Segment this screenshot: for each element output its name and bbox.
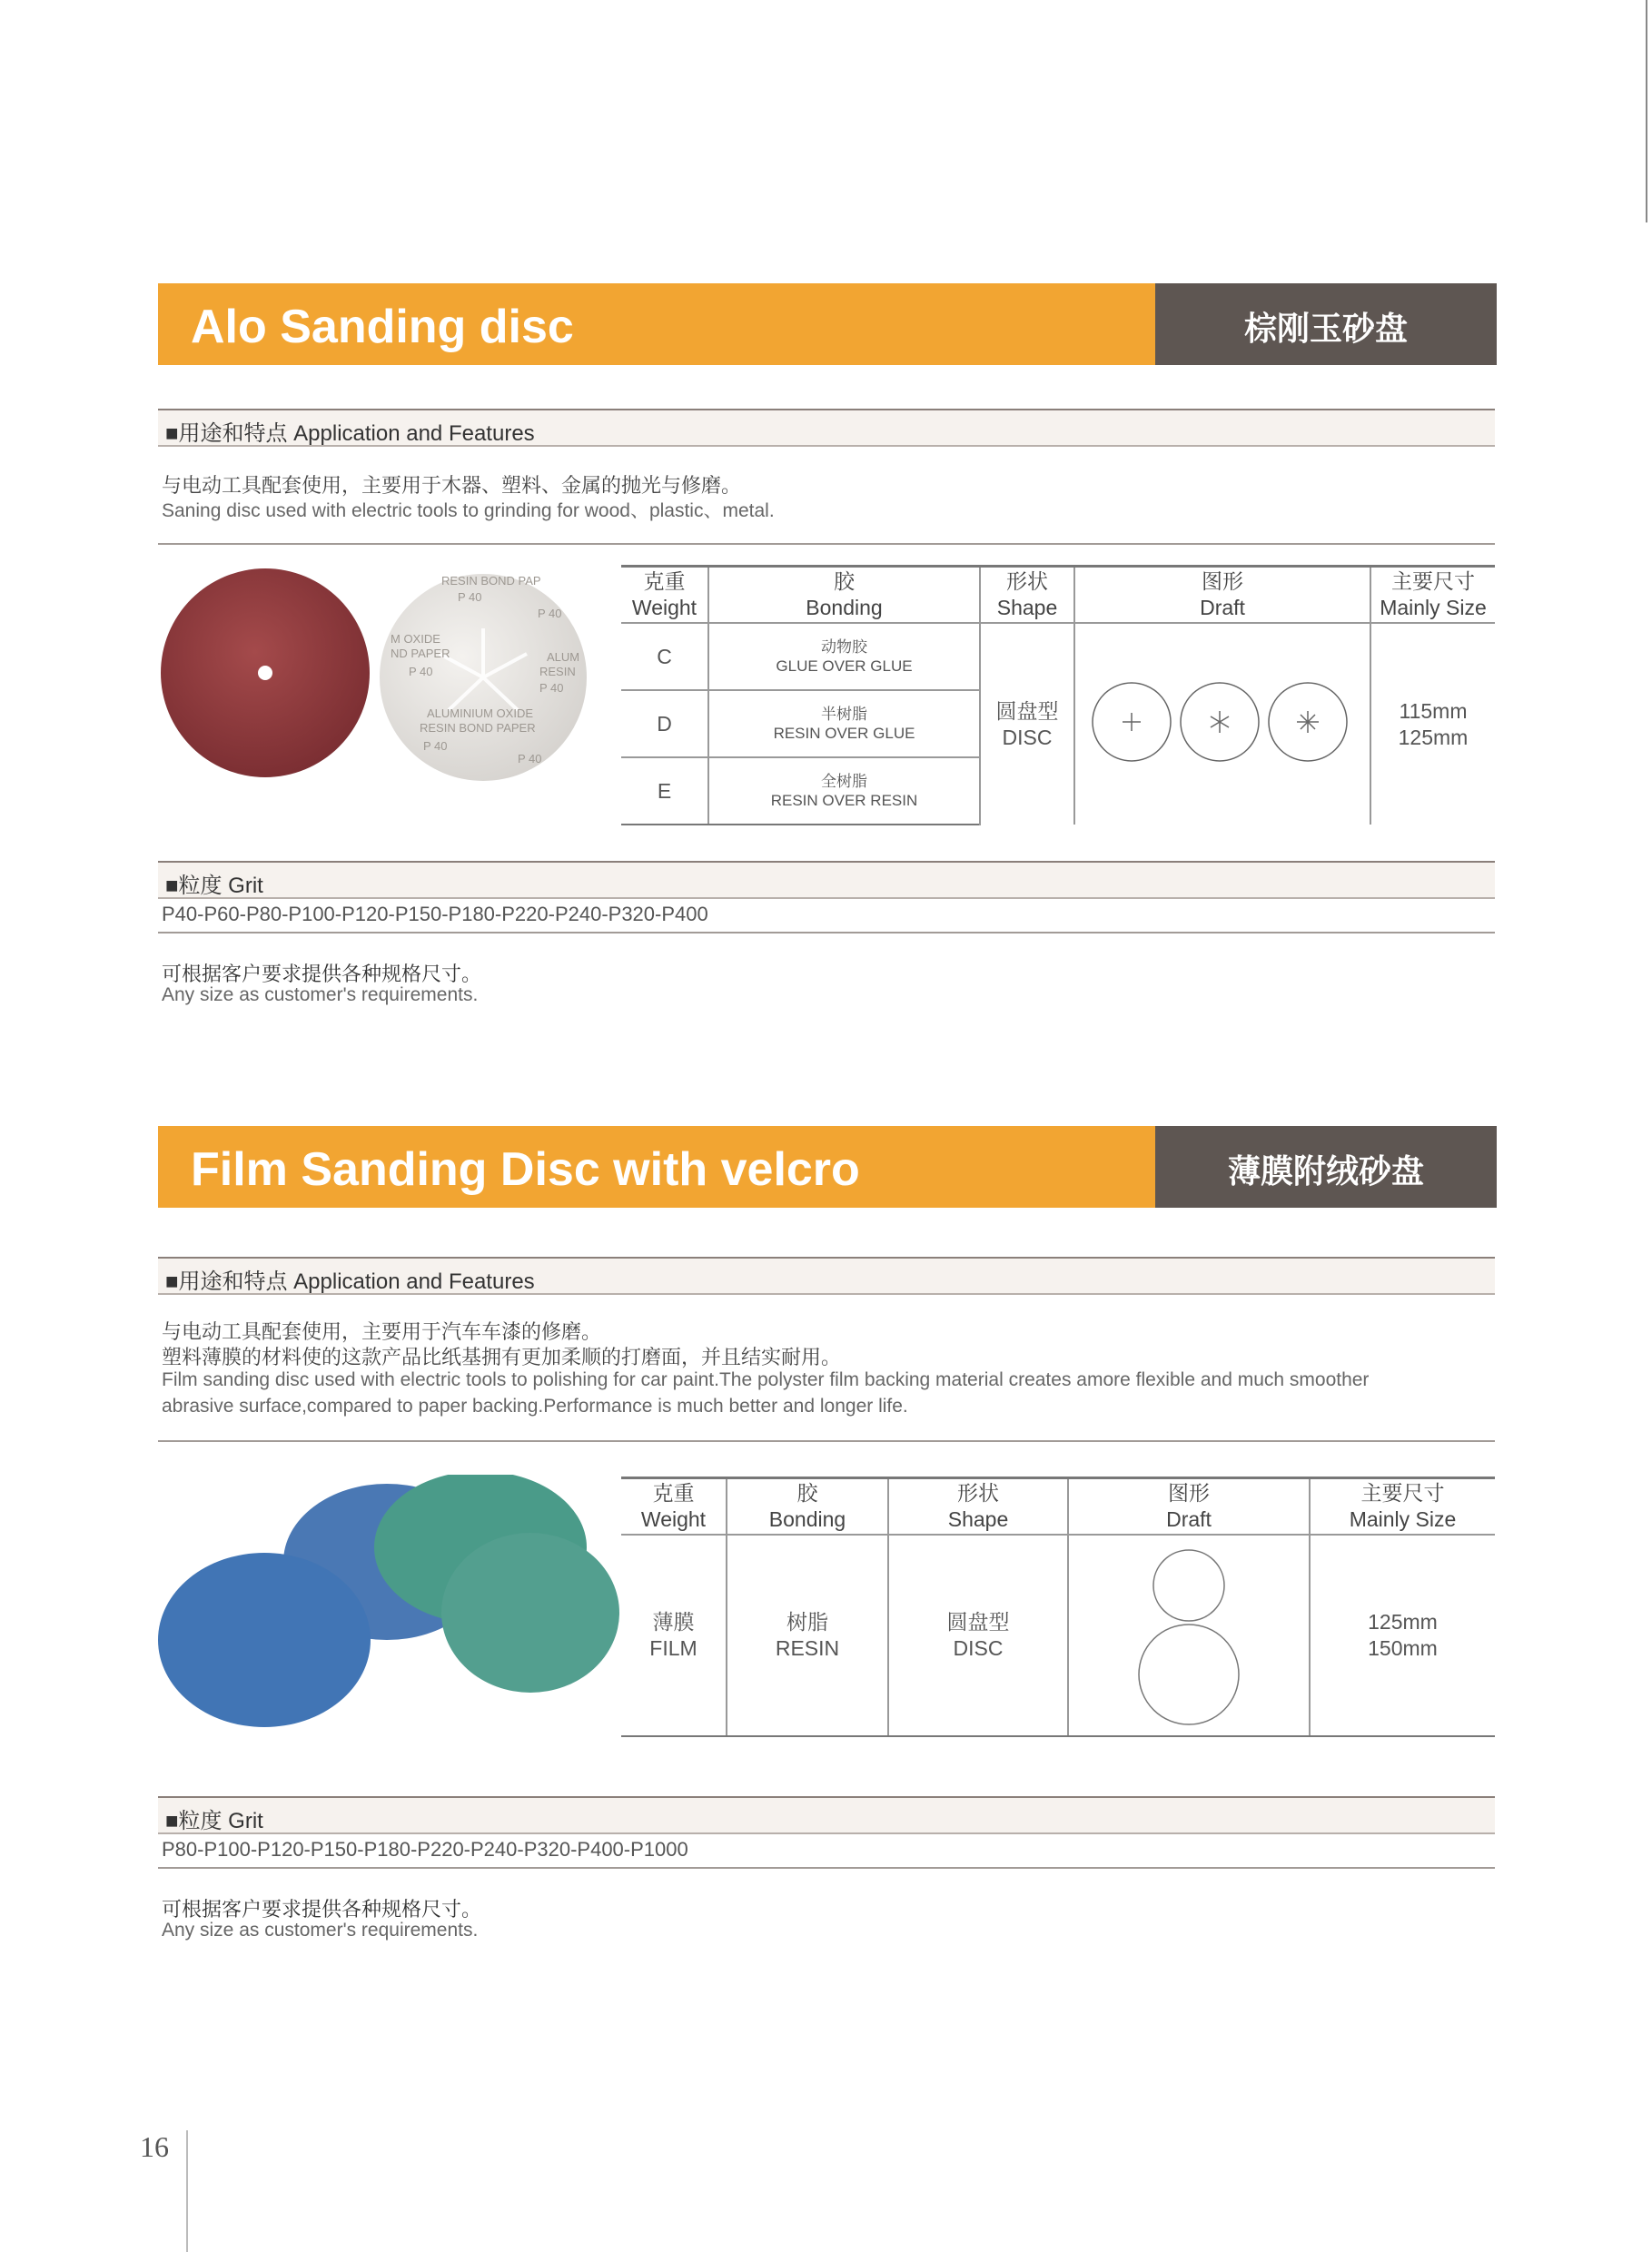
draft-cell — [1068, 1535, 1310, 1736]
description-en: Film sanding disc used with electric tools to polishing for car paint.The polyster film backing material creates amore flexible and much smoother — [162, 1369, 1370, 1390]
print-text: RESIN BOND PAPER — [420, 721, 536, 735]
note-cn: 可根据客户要求提供各种规格尺寸。 — [162, 963, 482, 985]
product-photo-alo-discs — [158, 567, 612, 814]
grit-label: ■粒度 Grit — [165, 1809, 263, 1833]
header-shape: 形状 Shape — [980, 567, 1074, 624]
print-text: RESIN BOND PAP — [441, 574, 541, 588]
header-draft: 图形 Draft — [1074, 567, 1370, 624]
section-title-cn: 薄膜附绒砂盘 — [1227, 1152, 1424, 1190]
note-cn: 可根据客户要求提供各种规格尺寸。 — [162, 1898, 482, 1921]
section-banner — [158, 283, 1497, 365]
note-en: Any size as customer's requirements. — [162, 1920, 479, 1941]
header-draft: 图形 Draft — [1068, 1478, 1310, 1536]
print-text: P 40 — [518, 752, 542, 765]
weight-cell: 薄膜 FILM — [621, 1535, 727, 1736]
header-weight: 克重 Weight — [621, 1478, 727, 1536]
footer-rule — [186, 2130, 188, 2252]
description-cn: 与电动工具配套使用，主要用于木器、塑料、金属的抛光与修磨。 — [162, 474, 742, 497]
features-label: ■用途和特点 Application and Features — [165, 1269, 535, 1294]
spec-table — [621, 1477, 1495, 1737]
print-text: P 40 — [538, 607, 562, 620]
print-text: P 40 — [409, 665, 433, 678]
page-number: 16 — [140, 2130, 169, 2163]
section-title-en: Film Sanding Disc with velcro — [191, 1143, 860, 1196]
blue-disc-front — [158, 1553, 371, 1727]
print-text: ND PAPER — [391, 647, 450, 660]
print-text: ALUM — [547, 650, 580, 664]
section-banner — [158, 1126, 1497, 1208]
print-text: ALUMINIUM OXIDE — [427, 706, 534, 720]
grit-values: P80-P100-P120-P150-P180-P220-P240-P320-P400-P1000 — [162, 1838, 688, 1861]
grit-band — [158, 861, 1495, 899]
features-label: ■用途和特点 Application and Features — [165, 421, 535, 446]
green-disc-front — [441, 1533, 619, 1693]
product-photo-film-discs — [158, 1475, 621, 1747]
print-text: RESIN — [539, 665, 576, 678]
divider — [158, 1440, 1495, 1442]
table-row — [621, 1535, 1495, 1736]
header-weight: 克重 Weight — [621, 567, 708, 624]
description-cn: 塑料薄膜的材料使的这款产品比纸基拥有更加柔顺的打磨面，并且结实耐用。 — [162, 1346, 842, 1368]
spec-table — [621, 565, 1495, 825]
bonding-cell: 动物胶 GLUE OVER GLUE — [708, 623, 980, 690]
grit-values: P40-P60-P80-P100-P120-P150-P180-P220-P240-P320-P400 — [162, 903, 708, 925]
size-cell: 115mm 125mm — [1370, 623, 1495, 825]
print-text: P 40 — [539, 681, 564, 695]
table-header-row — [621, 1478, 1495, 1536]
bonding-cell: 树脂 RESIN — [727, 1535, 888, 1736]
features-band — [158, 1257, 1495, 1295]
print-text: M OXIDE — [391, 632, 440, 646]
header-size: 主要尺寸 Mainly Size — [1310, 1478, 1495, 1536]
bonding-cell: 全树脂 RESIN OVER RESIN — [708, 757, 980, 825]
page-edge-rule — [1646, 0, 1647, 222]
shape-cell: 圆盘型 DISC — [888, 1535, 1068, 1736]
table-header-row — [621, 567, 1495, 624]
weight-cell: C — [621, 623, 708, 690]
divider — [158, 932, 1495, 933]
print-text: P 40 — [458, 590, 482, 604]
weight-cell: D — [621, 690, 708, 757]
header-bonding: 胶 Bonding — [708, 567, 980, 624]
header-shape: 形状 Shape — [888, 1478, 1068, 1536]
section-film-sanding-disc — [158, 1126, 1497, 1943]
features-band — [158, 409, 1495, 447]
weight-cell: E — [621, 757, 708, 825]
draft-disc-drawings — [1130, 1538, 1248, 1729]
header-bonding: 胶 Bonding — [727, 1478, 888, 1536]
section-title-cn: 棕刚玉砂盘 — [1243, 310, 1408, 347]
shape-cell: 圆盘型 DISC — [980, 623, 1074, 825]
draft-disc-drawings — [1086, 678, 1359, 765]
description-en: abrasive surface,compared to paper backing.Performance is much better and longer life. — [162, 1396, 908, 1417]
table-row — [621, 623, 1495, 690]
divider — [158, 1867, 1495, 1869]
draft-cell — [1074, 623, 1370, 825]
size-cell: 125mm 150mm — [1310, 1535, 1495, 1736]
grit-band — [158, 1796, 1495, 1834]
bonding-cell: 半树脂 RESIN OVER GLUE — [708, 690, 980, 757]
section-title-en: Alo Sanding disc — [191, 301, 574, 353]
note-en: Any size as customer's requirements. — [162, 984, 479, 1005]
divider — [158, 543, 1495, 545]
grit-label: ■粒度 Grit — [165, 874, 263, 898]
description-en: Saning disc used with electric tools to grinding for wood、plastic、metal. — [162, 500, 775, 521]
description-cn: 与电动工具配套使用，主要用于汽车车漆的修磨。 — [162, 1320, 602, 1343]
section-alo-sanding-disc — [158, 283, 1497, 1010]
header-size: 主要尺寸 Mainly Size — [1370, 567, 1495, 624]
print-text: P 40 — [423, 739, 448, 753]
